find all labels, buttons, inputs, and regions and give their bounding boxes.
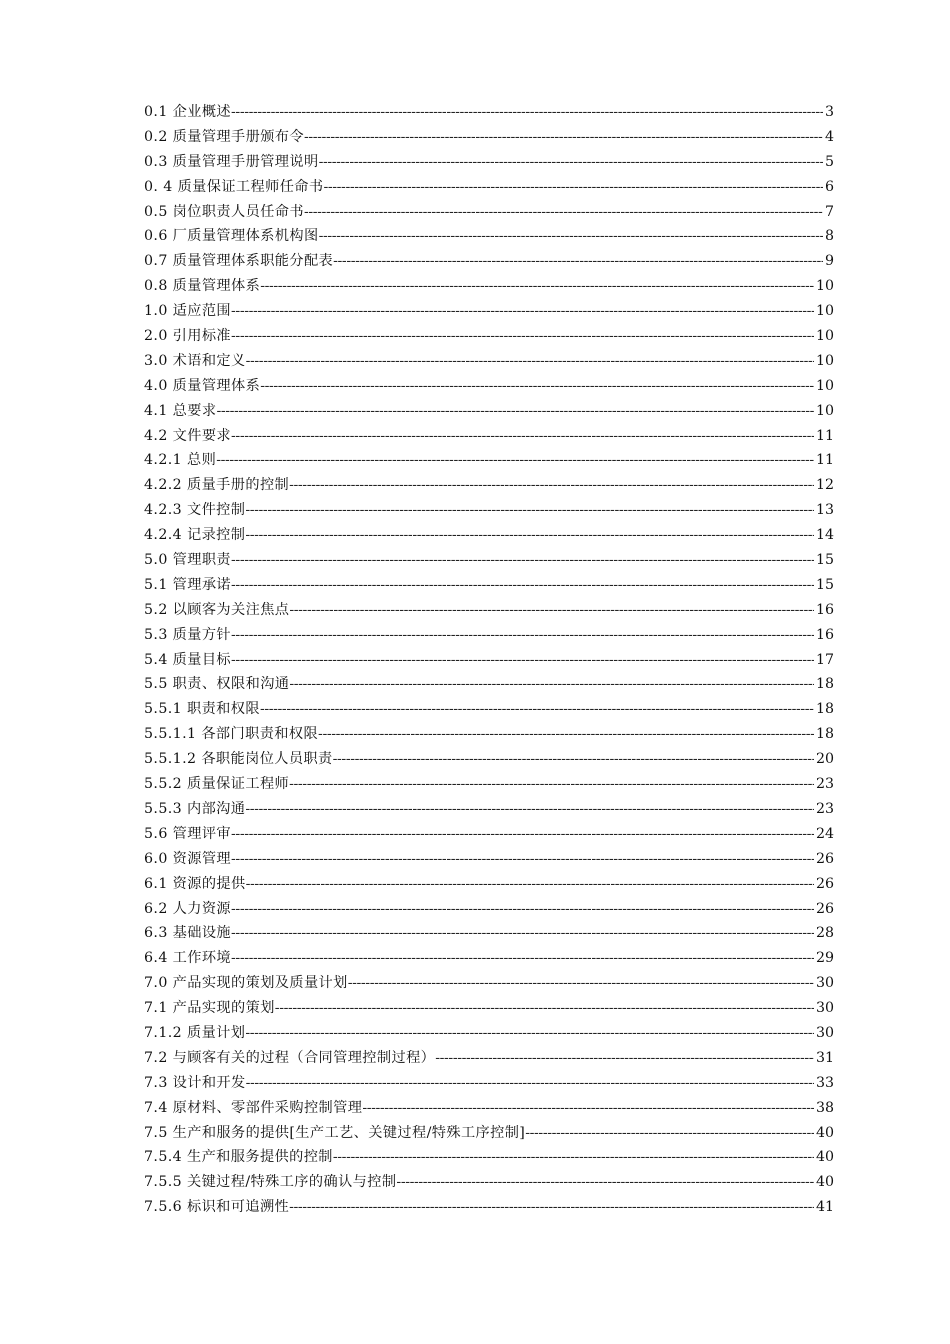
toc-entry[interactable] [144, 374, 834, 399]
toc-entry-title: 5.5.1.2 各职能岗位人员职责 [144, 751, 333, 768]
toc-entry[interactable] [144, 598, 834, 623]
toc-entry[interactable] [144, 872, 834, 897]
toc-entry[interactable] [144, 1071, 834, 1096]
toc-entry-title: 0.2 质量管理手册颁布令 [144, 128, 304, 145]
toc-entry[interactable] [144, 1096, 834, 1121]
toc-leader-dots [318, 722, 814, 747]
toc-entry-title: 1.0 适应范围 [144, 303, 232, 320]
toc-entry[interactable] [144, 971, 834, 996]
toc-entry-page: 31 [815, 1049, 834, 1066]
toc-entry[interactable] [144, 498, 834, 523]
toc-entry-title: 5.0 管理职责 [144, 552, 232, 569]
toc-entry[interactable] [144, 573, 834, 598]
toc-leader-dots [231, 822, 814, 847]
toc-entry-page: 20 [815, 751, 834, 768]
toc-entry[interactable] [144, 224, 834, 249]
toc-entry[interactable] [144, 897, 834, 922]
toc-entry-title: 0.3 质量管理手册管理说明 [144, 153, 319, 170]
toc-entry-page: 16 [815, 626, 834, 643]
toc-entry[interactable] [144, 1145, 834, 1170]
toc-entry-title: 5.5.3 内部沟通 [144, 800, 246, 817]
toc-entry[interactable] [144, 921, 834, 946]
toc-entry-page: 10 [815, 377, 834, 394]
toc-leader-dots [231, 847, 814, 872]
toc-leader-dots [216, 448, 814, 473]
toc-entry[interactable] [144, 249, 834, 274]
toc-entry-title: 5.6 管理评审 [144, 825, 232, 842]
toc-entry-title: 7.1 产品实现的策划 [144, 1000, 275, 1017]
toc-entry-title: 4.0 质量管理体系 [144, 377, 261, 394]
toc-entry[interactable] [144, 1195, 834, 1220]
toc-leader-dots [348, 971, 814, 996]
toc-entry-title: 7.4 原材料、零部件采购控制管理 [144, 1099, 363, 1116]
toc-entry-page: 33 [815, 1074, 834, 1091]
toc-entry-title: 0. 4 质量保证工程师任命书 [144, 178, 324, 195]
toc-entry[interactable] [144, 996, 834, 1021]
toc-entry-page: 10 [815, 352, 834, 369]
toc-entry[interactable] [144, 623, 834, 648]
toc-entry-page: 23 [815, 776, 834, 793]
toc-entry[interactable] [144, 1046, 834, 1071]
toc-entry[interactable] [144, 1121, 834, 1146]
toc-entry-page: 15 [815, 576, 834, 593]
toc-entry-title: 0.5 岗位职责人员任命书 [144, 203, 304, 220]
toc-entry-title: 4.2.2 质量手册的控制 [144, 477, 290, 494]
toc-entry-page: 14 [815, 527, 834, 544]
toc-entry-page: 12 [815, 477, 834, 494]
toc-entry[interactable] [144, 448, 834, 473]
toc-entry[interactable] [144, 200, 834, 225]
toc-entry-page: 10 [815, 402, 834, 419]
toc-leader-dots [275, 996, 814, 1021]
toc-entry-title: 4.2.1 总则 [144, 452, 217, 469]
toc-entry[interactable] [144, 697, 834, 722]
toc-leader-dots [304, 125, 823, 150]
toc-entry[interactable] [144, 946, 834, 971]
toc-entry-title: 7.5 生产和服务的提供[生产工艺、关键过程/特殊工序控制] [144, 1124, 526, 1141]
toc-leader-dots [246, 872, 814, 897]
toc-entry-title: 5.5.2 质量保证工程师 [144, 776, 290, 793]
toc-entry[interactable] [144, 125, 834, 150]
toc-leader-dots [323, 175, 823, 200]
toc-entry[interactable] [144, 299, 834, 324]
toc-entry-title: 6.2 人力资源 [144, 900, 232, 917]
toc-entry-title: 7.5.5 关键过程/特殊工序的确认与控制 [144, 1174, 397, 1191]
toc-leader-dots [245, 523, 814, 548]
toc-entry-page: 38 [815, 1099, 834, 1116]
toc-leader-dots [260, 274, 814, 299]
toc-leader-dots [319, 224, 823, 249]
toc-entry-page: 13 [815, 502, 834, 519]
toc-entry-title: 5.5 职责、权限和沟通 [144, 676, 290, 693]
toc-entry-title: 6.4 工作环境 [144, 950, 232, 967]
toc-entry[interactable] [144, 175, 834, 200]
toc-entry[interactable] [144, 747, 834, 772]
toc-leader-dots [333, 1145, 814, 1170]
toc-entry-page: 30 [815, 1000, 834, 1017]
toc-leader-dots [231, 299, 814, 324]
toc-leader-dots [333, 249, 823, 274]
toc-entry-page: 10 [815, 328, 834, 345]
toc-entry-page: 10 [815, 303, 834, 320]
toc-leader-dots [245, 1021, 814, 1046]
toc-entry-title: 6.1 资源的提供 [144, 875, 246, 892]
toc-leader-dots [260, 697, 814, 722]
toc-leader-dots [231, 921, 814, 946]
toc-entry[interactable] [144, 324, 834, 349]
toc-entry[interactable] [144, 672, 834, 697]
toc-leader-dots [231, 100, 823, 125]
toc-leader-dots [289, 1195, 814, 1220]
toc-entry-title: 5.2 以顾客为关注焦点 [144, 601, 290, 618]
toc-entry-page: 40 [815, 1124, 834, 1141]
toc-leader-dots [231, 946, 814, 971]
toc-entry-title: 4.2.4 记录控制 [144, 527, 246, 544]
toc-entry[interactable] [144, 274, 834, 299]
toc-leader-dots [525, 1121, 814, 1146]
toc-entry-page: 26 [815, 875, 834, 892]
toc-leader-dots [231, 548, 814, 573]
toc-entry-title: 5.5.1.1 各部门职责和权限 [144, 726, 319, 743]
toc-leader-dots [289, 473, 814, 498]
toc-entry-page: 11 [815, 452, 834, 469]
toc-entry-page: 18 [815, 726, 834, 743]
toc-entry-title: 5.3 质量方针 [144, 626, 232, 643]
toc-entry[interactable] [144, 722, 834, 747]
toc-entry-page: 26 [815, 850, 834, 867]
toc-leader-dots [245, 498, 814, 523]
toc-entry-page: 29 [815, 950, 834, 967]
toc-entry-title: 0.7 质量管理体系职能分配表 [144, 253, 334, 270]
toc-entry-title: 7.0 产品实现的策划及质量计划 [144, 975, 348, 992]
toc-entry-title: 2.0 引用标准 [144, 328, 232, 345]
toc-entry[interactable] [144, 797, 834, 822]
toc-leader-dots [362, 1096, 814, 1121]
toc-leader-dots [231, 573, 814, 598]
toc-entry-title: 6.3 基础设施 [144, 925, 232, 942]
toc-entry-title: 7.1.2 质量计划 [144, 1024, 246, 1041]
toc-entry-title: 5.5.1 职责和权限 [144, 701, 260, 718]
toc-leader-dots [319, 150, 823, 175]
toc-entry[interactable] [144, 349, 834, 374]
toc-entry[interactable] [144, 100, 834, 125]
toc-entry[interactable] [144, 772, 834, 797]
toc-entry-page: 7 [824, 203, 834, 220]
toc-entry[interactable] [144, 1021, 834, 1046]
toc-entry[interactable] [144, 822, 834, 847]
toc-entry-page: 40 [815, 1149, 834, 1166]
toc-entry-page: 23 [815, 800, 834, 817]
toc-entry[interactable] [144, 150, 834, 175]
toc-entry-page: 3 [824, 104, 834, 120]
toc-entry-page: 17 [815, 651, 834, 668]
toc-entry-page: 18 [815, 701, 834, 718]
toc-entry-title: 6.0 资源管理 [144, 850, 232, 867]
toc-entry-page: 30 [815, 1024, 834, 1041]
toc-entry-page: 6 [824, 178, 834, 195]
toc-leader-dots [289, 672, 814, 697]
toc-leader-dots [231, 324, 814, 349]
toc-leader-dots [289, 772, 814, 797]
toc-leader-dots [396, 1170, 814, 1195]
toc-entry-page: 15 [815, 552, 834, 569]
toc-entry-page: 41 [815, 1199, 834, 1216]
toc-entry-title: 7.2 与顾客有关的过程（合同管理控制过程） [144, 1049, 436, 1066]
toc-leader-dots [304, 200, 823, 225]
toc-entry-page: 26 [815, 900, 834, 917]
toc-entry-page: 16 [815, 601, 834, 618]
toc-entry-page: 10 [815, 278, 834, 295]
toc-entry-page: 4 [824, 128, 834, 145]
toc-entry-title: 0.6 厂质量管理体系机构图 [144, 228, 319, 245]
toc-entry-page: 9 [824, 253, 834, 270]
toc-entry-page: 30 [815, 975, 834, 992]
toc-leader-dots [435, 1046, 814, 1071]
toc-leader-dots [246, 349, 814, 374]
toc-leader-dots [289, 598, 814, 623]
toc-entry[interactable] [144, 1170, 834, 1195]
toc-leader-dots [231, 623, 814, 648]
toc-entry[interactable] [144, 523, 834, 548]
toc-entry-title: 4.2.3 文件控制 [144, 502, 246, 519]
toc-entry-title: 0.1 企业概述 [144, 104, 232, 120]
toc-entry[interactable] [144, 399, 834, 424]
toc-entry[interactable] [144, 648, 834, 673]
toc-entry[interactable] [144, 847, 834, 872]
toc-entry-page: 28 [815, 925, 834, 942]
toc-leader-dots [333, 747, 814, 772]
toc-entry-title: 7.5.6 标识和可追溯性 [144, 1199, 290, 1216]
toc-entry[interactable] [144, 424, 834, 449]
toc-entry[interactable] [144, 473, 834, 498]
toc-entry-title: 7.3 设计和开发 [144, 1074, 246, 1091]
toc-entry-title: 4.1 总要求 [144, 402, 217, 419]
toc-leader-dots [231, 897, 814, 922]
toc-entry-page: 18 [815, 676, 834, 693]
toc-leader-dots [245, 797, 814, 822]
toc-entry-title: 0.8 质量管理体系 [144, 278, 261, 295]
toc-leader-dots [231, 648, 814, 673]
toc-leader-dots [231, 424, 814, 449]
toc-leader-dots [260, 374, 814, 399]
toc-entry-title: 5.4 质量目标 [144, 651, 232, 668]
toc-entry-page: 11 [815, 427, 834, 444]
toc-entry-title: 3.0 术语和定义 [144, 352, 246, 369]
toc-leader-dots [216, 399, 814, 424]
toc-entry-page: 5 [824, 153, 834, 170]
toc-entry-page: 8 [824, 228, 834, 245]
toc-leader-dots [246, 1071, 814, 1096]
toc-entry-page: 40 [815, 1174, 834, 1191]
table-of-contents [144, 100, 834, 1220]
toc-entry-page: 24 [815, 825, 834, 842]
toc-entry[interactable] [144, 548, 834, 573]
toc-entry-title: 5.1 管理承诺 [144, 576, 232, 593]
toc-entry-title: 7.5.4 生产和服务提供的控制 [144, 1149, 333, 1166]
toc-entry-title: 4.2 文件要求 [144, 427, 232, 444]
